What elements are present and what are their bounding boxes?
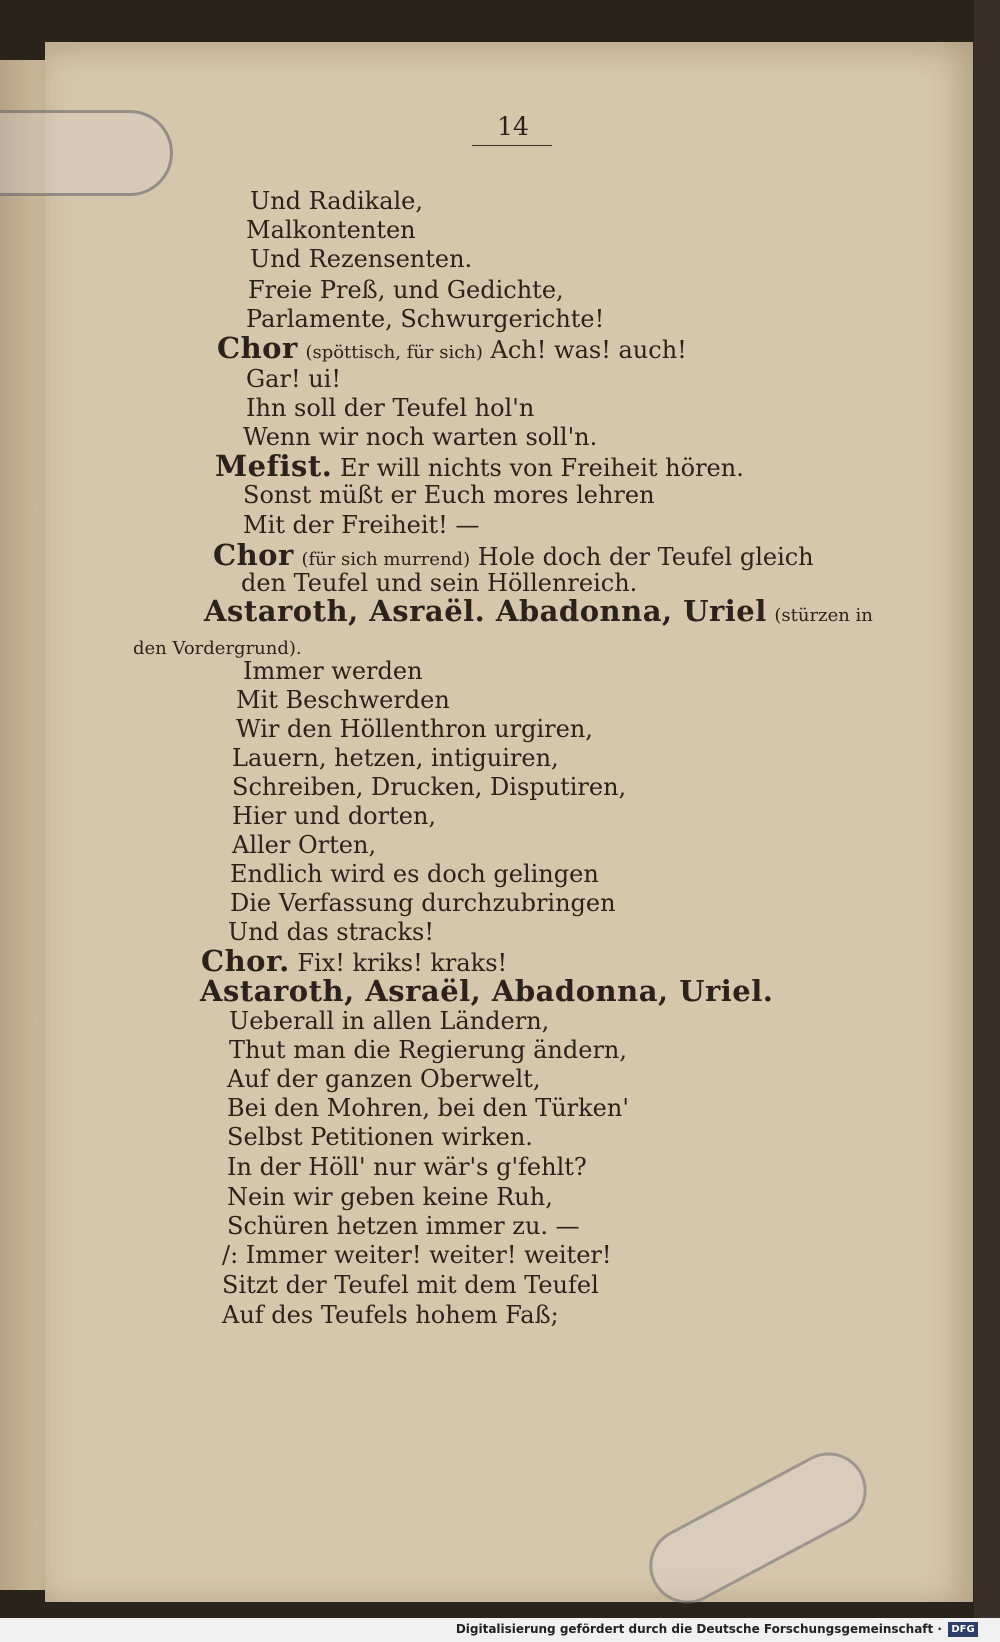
verse-line: Malkontenten — [246, 216, 416, 244]
stage-direction: den Vordergrund). — [133, 638, 302, 659]
verse-line: Aller Orten, — [232, 831, 377, 859]
verse-line: Schüren hetzen immer zu. — — [227, 1212, 580, 1240]
digitization-footer — [0, 1618, 1000, 1642]
stage-direction: (spöttisch, für sich) — [305, 342, 483, 363]
speaker-line: Chor. Fix! kriks! kraks! — [201, 944, 508, 978]
page-number-rule — [472, 145, 552, 146]
dfg-logo: DFG — [948, 1622, 978, 1637]
verse-line: Nein wir geben keine Ruh, — [227, 1183, 553, 1211]
verse-line: Parlamente, Schwurgerichte! — [246, 305, 605, 333]
speaker-name: Chor — [217, 331, 298, 365]
verse-line: Und das stracks! — [228, 918, 434, 946]
verse-line: Mit der Freiheit! — — [243, 511, 480, 539]
verse-line: Auf des Teufels hohem Faß; — [222, 1301, 559, 1329]
verse-line: Gar! ui! — [246, 365, 342, 393]
verse-line: Bei den Mohren, bei den Türken' — [227, 1094, 629, 1122]
verse-line: Wir den Höllenthron urgiren, — [236, 715, 593, 743]
speaker-name: Chor. — [201, 944, 290, 978]
page-number: 14 — [497, 112, 529, 141]
speaker-line — [200, 976, 773, 1008]
verse-line: Freie Preß, und Gedichte, — [248, 276, 564, 304]
stage-direction: (für sich murrend) — [301, 549, 471, 570]
verse-line: Auf der ganzen Oberwelt, — [227, 1065, 541, 1093]
verse-line: Endlich wird es doch gelingen — [230, 860, 599, 888]
verse-line: In der Höll' nur wär's g'fehlt? — [227, 1153, 587, 1181]
speaker-name: Chor — [213, 538, 294, 572]
verse-line: Wenn wir noch warten soll'n. — [243, 423, 598, 451]
speaker-line — [204, 596, 873, 631]
verse-line: Thut man die Regierung ändern, — [229, 1036, 628, 1064]
verse-line: Ueberall in allen Ländern, — [229, 1007, 550, 1035]
speaker-line: Chor (spöttisch, für sich) Ach! was! auch! — [217, 331, 687, 365]
speaker-line: Mefist. Er will nichts von Freiheit hören. — [215, 449, 744, 483]
speaker-name: Astaroth, Asraël, Abadonna, Uriel. — [200, 974, 774, 1008]
verse-line: Und Rezensenten. — [250, 245, 473, 273]
speaker-line: Chor (für sich murrend) Hole doch der Teufel gleich — [213, 538, 814, 572]
verse-line: Selbst Petitionen wirken. — [227, 1123, 533, 1151]
verse-line: Ihn soll der Teufel hol'n — [246, 394, 535, 422]
verse-line: Hier und dorten, — [232, 802, 437, 830]
verse-line: Sitzt der Teufel mit dem Teufel — [222, 1271, 599, 1299]
verse-line: Immer werden — [243, 657, 423, 685]
verse-line: Mit Beschwerden — [236, 686, 450, 714]
verse-line: Und Radikale, — [250, 187, 424, 215]
verse-line: Sonst müßt er Euch mores lehren — [243, 481, 655, 509]
speaker-name: Astaroth, Asraël. Abadonna, Uriel — [204, 594, 767, 628]
verse-line: den Teufel und sein Höllenreich. — [241, 569, 638, 597]
stage-direction: (stürzen in — [774, 605, 873, 626]
verse-line: Die Verfassung durchzubringen — [230, 889, 616, 917]
speaker-name: Mefist. — [215, 449, 333, 483]
verse-line: /: Immer weiter! weiter! weiter! — [222, 1241, 612, 1269]
footer-credit: Digitalisierung gefördert durch die Deutsche Forschungsgemeinschaft · — [455, 1622, 942, 1636]
verse-line: Schreiben, Drucken, Disputiren, — [232, 773, 627, 801]
verse-line: Lauern, hetzen, intiguiren, — [232, 744, 559, 772]
